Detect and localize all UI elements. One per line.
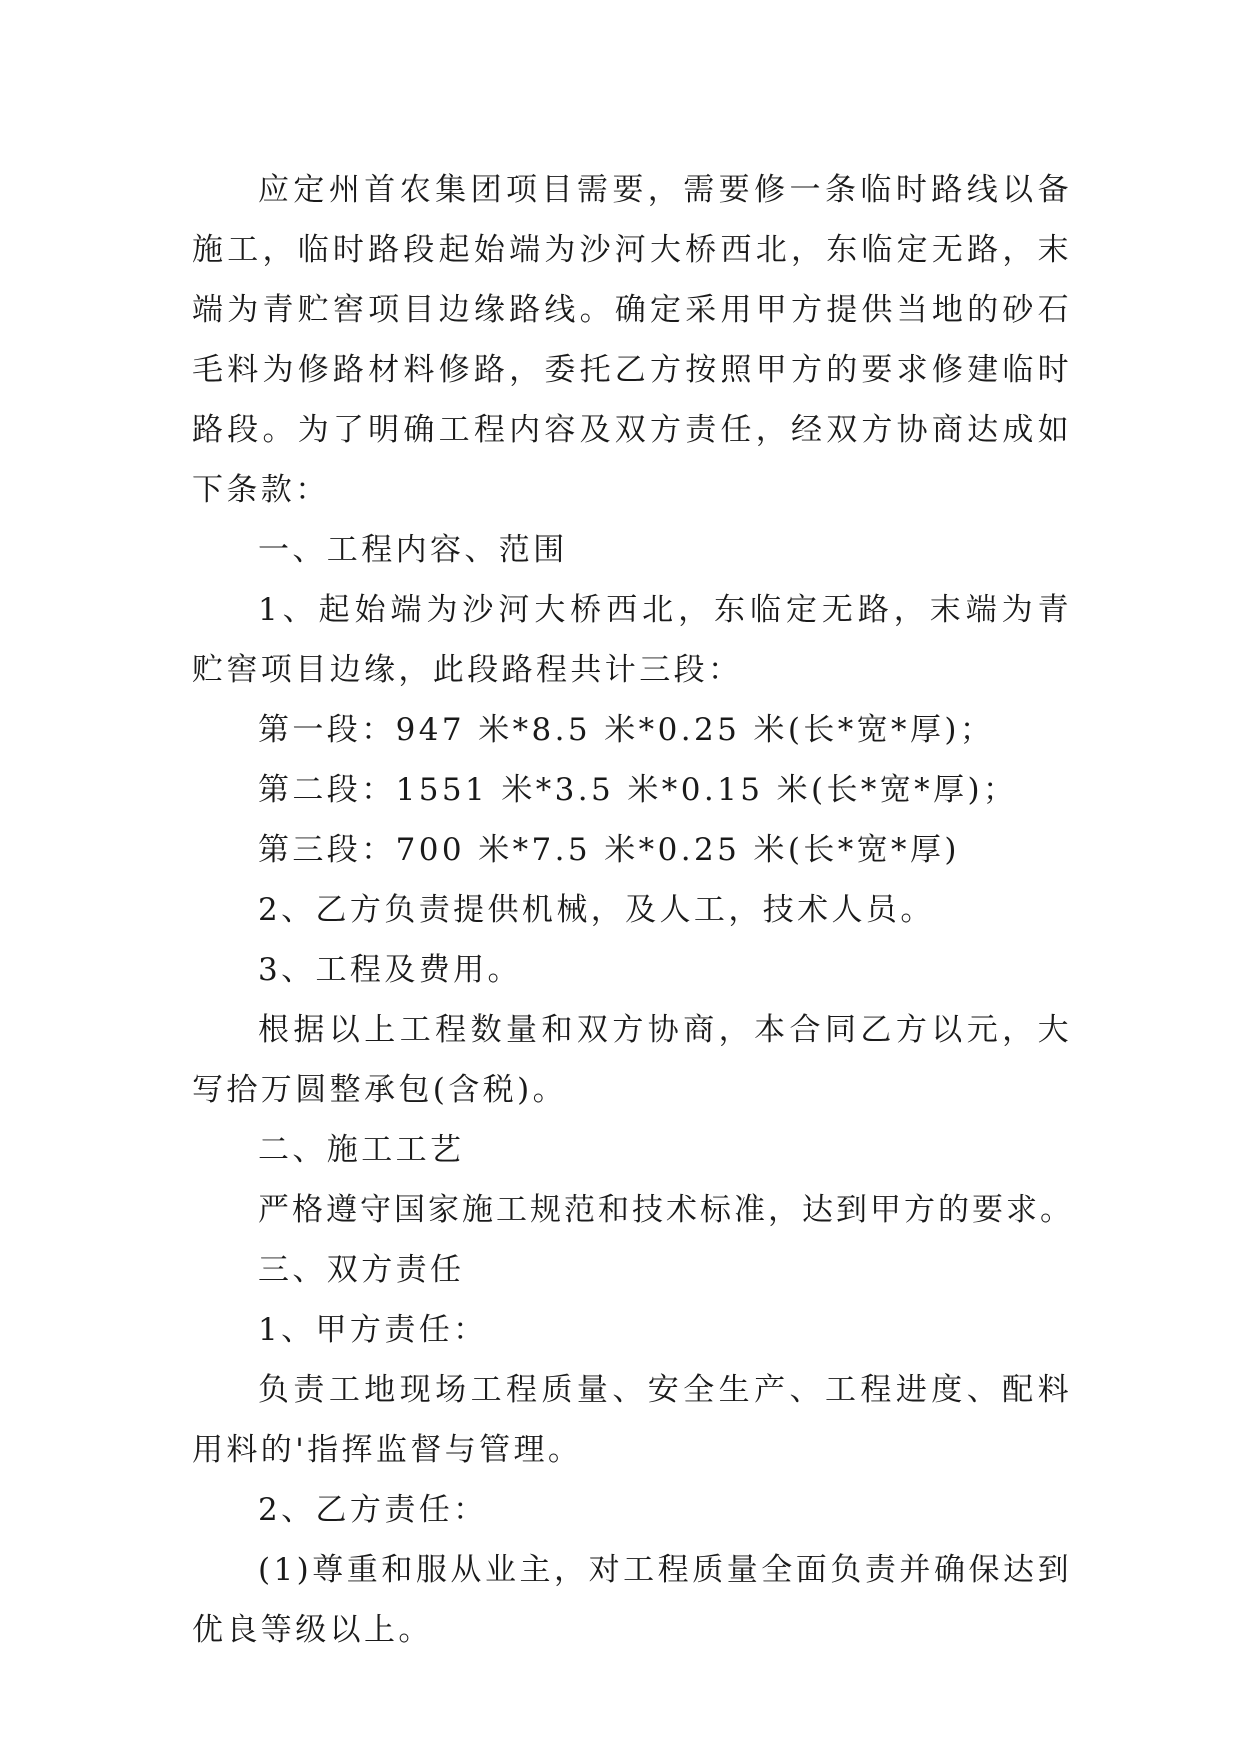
- paragraph-route: 1、起始端为沙河大桥西北，东临定无路，末端为青贮窖项目边缘，此段路程共计三段：: [192, 592, 1072, 688]
- paragraph-segment-3: 第三段：700 米*7.5 米*0.25 米(长*宽*厚): [258, 832, 960, 868]
- paragraph-project-cost: 3、工程及费用。: [258, 952, 522, 988]
- paragraph-party-b-duty-1: (1)尊重和服从业主，对工程质量全面负责并确保达到优良等级以上。: [192, 1552, 1072, 1648]
- section-heading-responsibilities: 三、双方责任: [258, 1252, 465, 1288]
- paragraph-segment-1: 第一段：947 米*8.5 米*0.25 米(长*宽*厚)；: [258, 712, 995, 748]
- paragraph-party-a-heading: 1、甲方责任：: [258, 1312, 488, 1348]
- paragraph-contract-amount: 根据以上工程数量和双方协商，本合同乙方以元，大写拾万圆整承包(含税)。: [192, 1012, 1072, 1108]
- paragraph-segment-2: 第二段：1551 米*3.5 米*0.15 米(长*宽*厚)；: [258, 772, 1018, 808]
- section-heading-scope: 一、工程内容、范围: [258, 532, 568, 568]
- section-heading-process: 二、施工工艺: [258, 1132, 465, 1168]
- document-body: [192, 160, 1072, 1660]
- paragraph-party-b-equipment: 2、乙方负责提供机械，及人工，技术人员。: [258, 892, 935, 928]
- paragraph-intro: 应定州首农集团项目需要，需要修一条临时路线以备施工，临时路段起始端为沙河大桥西北，东临定无路，末端为青贮窖项目边缘路线。确定采用甲方提供当地的砂石毛料为修路材料修路，委托乙方按照甲方的要求修建临时路段。为了明确工程内容及双方责任，经双方协商达成如下条款：: [192, 172, 1072, 508]
- paragraph-standards: 严格遵守国家施工规范和技术标准，达到甲方的要求。: [258, 1192, 1074, 1228]
- paragraph-party-a-duties: 负责工地现场工程质量、安全生产、工程进度、配料用料的'指挥监督与管理。: [192, 1372, 1072, 1468]
- paragraph-party-b-heading: 2、乙方责任：: [258, 1492, 488, 1528]
